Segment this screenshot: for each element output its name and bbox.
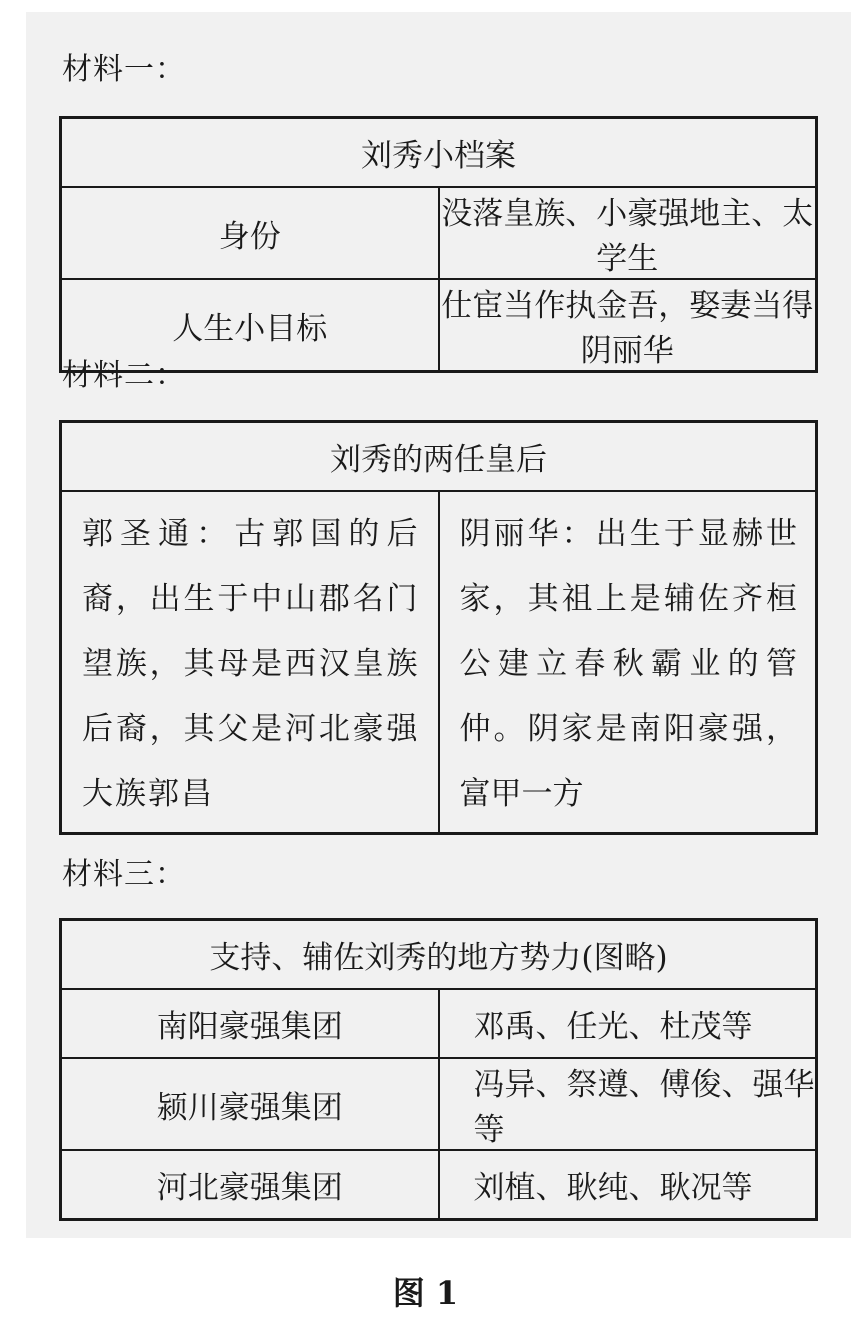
liu-xiu-profile-table — [59, 116, 818, 373]
table-row — [61, 1150, 817, 1220]
empresses-table-title: 刘秀的两任皇后 — [61, 422, 817, 492]
material2-label: 材料二： — [62, 358, 186, 393]
table-row — [61, 989, 817, 1058]
empress-yin-description: 阴丽华：出生于显赫世家，其祖上是辅佐齐桓公建立春秋霸业的管仲。阴家是南阳豪强，富甲一方 — [439, 491, 817, 834]
empress-guo-description: 郭圣通：古郭国的后裔，出生于中山郡名门望族，其母是西汉皇族后裔，其父是河北豪强大族郭昌 — [61, 491, 439, 834]
empresses-table — [59, 420, 818, 835]
material3-label: 材料三： — [62, 857, 186, 892]
profile-table-title: 刘秀小档案 — [61, 118, 817, 188]
forces-group-hebei: 河北豪强集团 — [61, 1150, 439, 1220]
forces-table-title: 支持、辅佐刘秀的地方势力(图略) — [61, 920, 817, 990]
forces-members-yingchuan: 冯异、祭遵、傅俊、强华等 — [439, 1058, 817, 1150]
figure-caption: 图 1 — [392, 1274, 459, 1312]
forces-members-nanyang: 邓禹、任光、杜茂等 — [439, 989, 817, 1058]
forces-members-hebei: 刘植、耿纯、耿况等 — [439, 1150, 817, 1220]
table-row — [61, 491, 817, 834]
local-forces-table — [59, 918, 818, 1221]
table-row — [61, 187, 817, 279]
material1-label: 材料一： — [62, 52, 186, 87]
profile-value-goal: 仕宦当作执金吾，娶妻当得阴丽华 — [439, 279, 817, 372]
profile-value-identity: 没落皇族、小豪强地主、太学生 — [439, 187, 817, 279]
forces-group-yingchuan: 颍川豪强集团 — [61, 1058, 439, 1150]
profile-key-identity: 身份 — [61, 187, 439, 279]
profile-key-goal: 人生小目标 — [61, 279, 439, 372]
forces-group-nanyang: 南阳豪强集团 — [61, 989, 439, 1058]
table-row — [61, 1058, 817, 1150]
